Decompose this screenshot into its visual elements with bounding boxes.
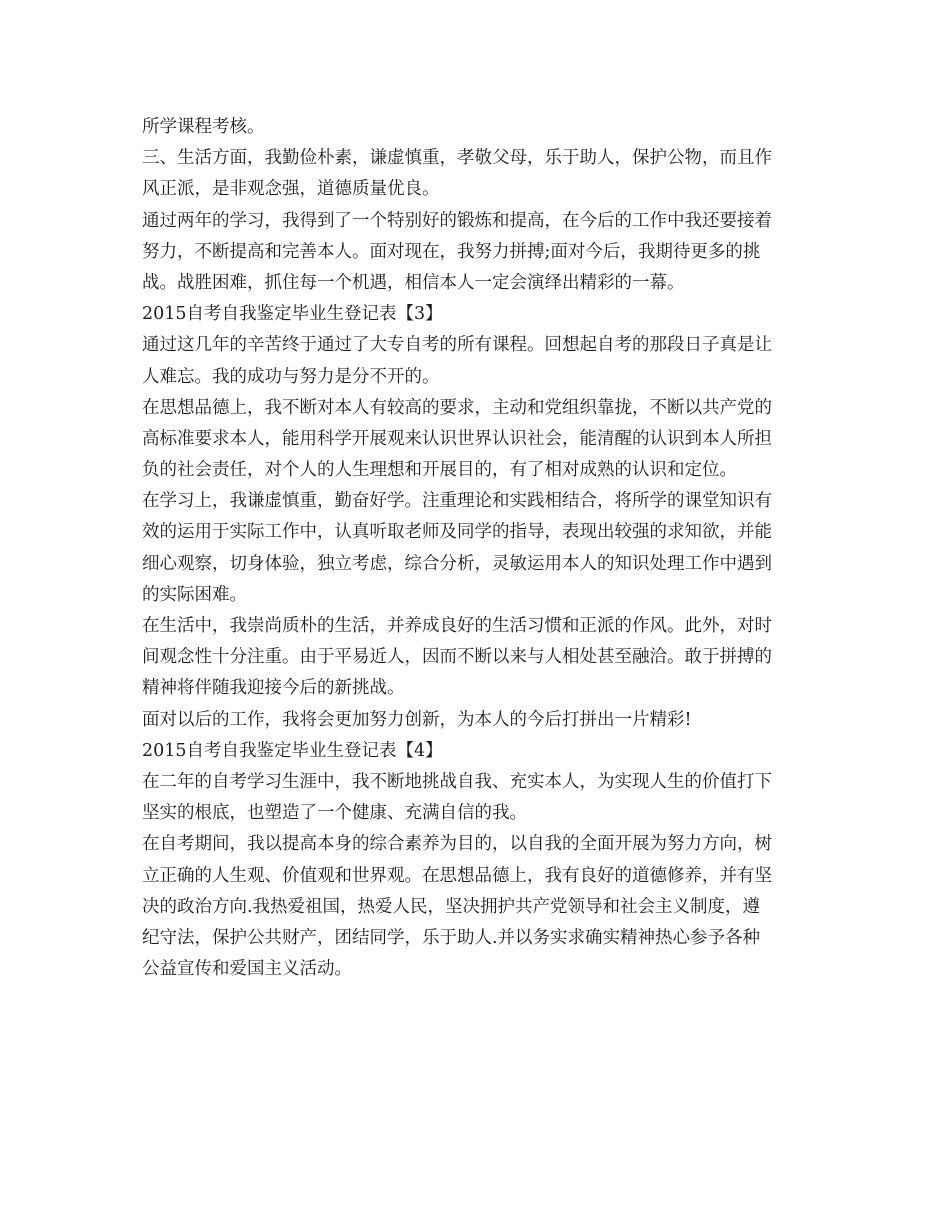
- text-line: 公益宣传和爱国主义活动。: [142, 959, 352, 980]
- text-line: 三、生活方面，我勤俭朴素，谦虚慎重，孝敬父母，乐于助人，保护公物，而且作: [142, 148, 772, 169]
- text-line: 人难忘。我的成功与努力是分不开的。: [142, 366, 440, 387]
- text-line: 立正确的人生观、价值观和世界观。在思想品德上，我有良好的道德修养，并有坚: [142, 865, 772, 886]
- text-line: 在学习上，我谦虚慎重，勤奋好学。注重理论和实践相结合，将所学的课堂知识有: [142, 491, 772, 512]
- text-line: 高标准要求本人，能用科学开展观来认识世界认识社会，能清醒的认识到本人所担: [142, 428, 772, 449]
- text-line: 努力，不断提高和完善本人。面对现在，我努力拼搏;面对今后，我期待更多的挑: [142, 241, 761, 262]
- section-heading: 2015自考自我鉴定毕业生登记表【3】: [142, 304, 443, 325]
- text-line: 决的政治方向.我热爱祖国，热爱人民，坚决拥护共产党领导和社会主义制度，遵: [142, 896, 761, 917]
- text-line: 坚实的根底，也塑造了一个健康、充满自信的我。: [142, 803, 527, 824]
- text-line: 效的运用于实际工作中，认真听取老师及同学的指导，表现出较强的求知欲，并能: [142, 522, 772, 543]
- text-line: 在二年的自考学习生涯中，我不断地挑战自我、充实本人，为实现人生的价值打下: [142, 771, 772, 792]
- text-line: 的实际困难。: [142, 584, 247, 605]
- text-line: 所学课程考核。: [142, 117, 265, 137]
- text-line: 在思想品德上，我不断对本人有较高的要求，主动和党组织靠拢，不断以共产党的: [142, 397, 772, 418]
- section-heading: 2015自考自我鉴定毕业生登记表【4】: [142, 740, 443, 761]
- text-line: 负的社会责任，对个人的人生理想和开展目的，有了相对成熟的认识和定位。: [142, 460, 737, 481]
- text-line: 在自考期间，我以提高本身的综合素养为目的，以自我的全面开展为努力方向，树: [142, 834, 772, 855]
- text-line: 纪守法，保护公共财产，团结同学，乐于助人.并以务实求确实精神热心参予各种: [142, 927, 761, 948]
- text-line: 在生活中，我崇尚质朴的生活，并养成良好的生活习惯和正派的作风。此外，对时: [142, 616, 772, 636]
- text-line: 风正派，是非观念强，道德质量优良。: [142, 179, 440, 200]
- document-body: [142, 112, 812, 985]
- text-line: 精神将伴随我迎接今后的新挑战。: [142, 678, 405, 699]
- text-line: 间观念性十分注重。由于平易近人，因而不断以来与人相处甚至融洽。敢于拼搏的: [142, 647, 772, 668]
- text-line: 细心观察，切身体验，独立考虑，综合分析，灵敏运用本人的知识处理工作中遇到: [142, 553, 772, 574]
- text-line: 通过这几年的辛苦终于通过了大专自考的所有课程。回想起自考的那段日子真是让: [142, 335, 772, 356]
- text-line: 战。战胜困难，抓住每一个机遇，相信本人一定会演绎出精彩的一幕。: [142, 272, 685, 293]
- text-line: 面对以后的工作，我将会更加努力创新，为本人的今后打拼出一片精彩!: [142, 709, 692, 730]
- text-line: 通过两年的学习，我得到了一个特别好的锻炼和提高，在今后的工作中我还要接着: [142, 210, 772, 231]
